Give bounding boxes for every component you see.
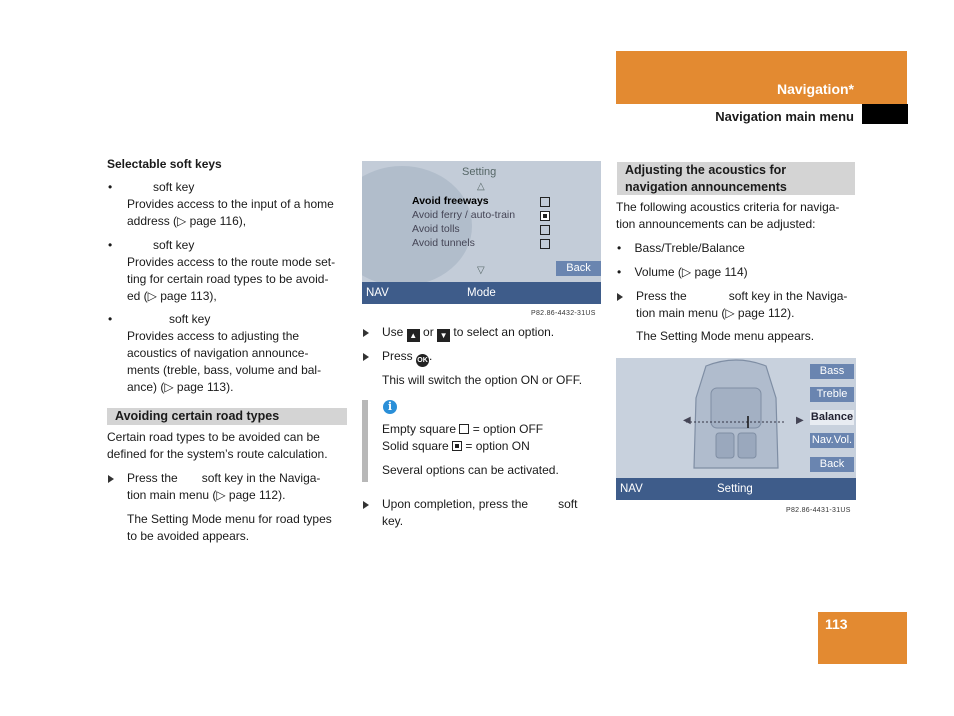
setting-mode-screen (362, 161, 601, 304)
col3-bullet-2 (617, 264, 748, 281)
acoustics-heading (617, 162, 855, 195)
avoiding-roads-heading-text: Avoiding certain road types (115, 409, 280, 423)
subsection-title: Navigation main menu (715, 109, 854, 124)
empty-square-icon (459, 424, 469, 434)
ok-key-icon: OK (416, 354, 429, 367)
info-line-3: Several options can be activated. (382, 463, 559, 477)
bottom-nav-label: NAV (620, 483, 643, 495)
step-arrow-icon (108, 475, 114, 483)
info-line-2 (382, 438, 530, 455)
col2-step-use (363, 324, 603, 342)
col1-bullet-3 (108, 311, 348, 396)
step-arrow-icon (363, 329, 369, 337)
bottom-nav-label: NAV (366, 287, 389, 299)
checkbox-empty-icon[interactable] (540, 239, 550, 249)
step-text: Use (382, 325, 404, 339)
option-label: Avoid ferry / auto-train (412, 209, 516, 221)
bottom-mode-label: Mode (467, 287, 496, 299)
info-box-bar (362, 400, 368, 482)
info-line-1 (382, 421, 543, 438)
back-button[interactable]: Back (810, 457, 854, 472)
screen-bottom-bar (616, 478, 856, 500)
bullet-dot: • (617, 241, 622, 255)
col3-bullet-1 (617, 240, 745, 257)
step-text: tion main menu (▷ page 112). (127, 488, 286, 502)
bottom-setting-label: Setting (717, 483, 753, 495)
bullet-text: address (▷ page 116), (127, 214, 247, 228)
step-text: key. (382, 514, 404, 528)
step-text: soft key in the Naviga- (201, 471, 321, 485)
step-text: soft key in the Naviga- (728, 289, 848, 303)
col3-para (616, 199, 839, 233)
step-text: Press the (127, 471, 178, 485)
step-text: tion main menu (▷ page 112). (636, 306, 795, 320)
option-row[interactable] (412, 209, 550, 221)
balance-button[interactable]: Balance (810, 411, 854, 423)
soft-key-label: soft key (153, 180, 195, 194)
bullet-text: Volume (▷ page 114) (634, 265, 748, 279)
bullet-text: ance) (▷ page 113). (127, 380, 234, 394)
scroll-down-icon: ▽ (477, 265, 485, 276)
option-label: Avoid tunnels (412, 237, 475, 249)
info-text: Empty square (382, 422, 457, 436)
step-arrow-icon (363, 353, 369, 361)
info-icon: i (383, 400, 397, 414)
step-text: Press the (636, 289, 687, 303)
result-line: to be avoided appears. (127, 529, 250, 543)
page-number: 113 (825, 616, 848, 632)
acoustics-heading-line: navigation announcements (625, 179, 787, 194)
para-line: Certain road types to be avoided can be (107, 430, 320, 444)
option-row[interactable] (412, 195, 550, 207)
balance-left-arrow-icon[interactable]: ◀ (683, 415, 691, 426)
step-text: or (423, 325, 434, 339)
para-line: tion announcements can be adjusted: (616, 217, 816, 231)
bullet-text: acoustics of navigation announce- (127, 346, 309, 360)
col1-para (107, 429, 328, 463)
back-button[interactable]: Back (556, 261, 601, 276)
bullet-text: Provides access to the route mode set- (127, 255, 336, 269)
col3-result: The Setting Mode menu appears. (636, 329, 815, 343)
acoustics-heading-line: Adjusting the acoustics for (625, 163, 787, 177)
option-label: Avoid freeways (412, 195, 489, 207)
step-text: Upon completion, press the (382, 497, 529, 511)
screen-title: Setting (462, 166, 497, 178)
screen-bottom-bar (362, 282, 601, 304)
para-line: The following acoustics criteria for naviga- (616, 200, 840, 214)
bullet-dot: • (108, 180, 113, 194)
bullet-text: Provides access to the input of a home (127, 197, 334, 211)
bullet-text: Bass/Treble/Balance (634, 241, 745, 255)
col1-bullet-1 (108, 179, 348, 230)
para-line: defined for the system’s route calculation. (107, 447, 328, 461)
header-black-tab (862, 104, 908, 124)
info-text: Solid square (382, 439, 449, 453)
bass-button[interactable]: Bass (810, 364, 854, 379)
bullet-dot: • (617, 265, 622, 279)
checkbox-empty-icon[interactable] (540, 225, 550, 235)
checkbox-empty-icon[interactable] (540, 197, 550, 207)
step-text: to select an option. (453, 325, 555, 339)
info-text: = option OFF (472, 422, 544, 436)
section-header-bar (616, 51, 907, 104)
soft-key-label: soft key (169, 312, 211, 326)
balance-right-arrow-icon[interactable]: ▶ (796, 415, 804, 426)
option-row[interactable] (412, 237, 550, 249)
option-label: Avoid tolls (412, 223, 460, 235)
scroll-up-icon: △ (477, 181, 485, 192)
bullet-text: ments (treble, bass, volume and bal- (127, 363, 322, 377)
bullet-text: ed (▷ page 113), (127, 289, 217, 303)
step-text: Press (382, 349, 413, 363)
step-text: . (429, 349, 433, 363)
acoustics-setting-screen (616, 358, 856, 500)
soft-key-label: soft key (153, 238, 195, 252)
screen2-caption: P82.86-4431-31US (786, 507, 851, 514)
col2-step-press (363, 348, 603, 367)
treble-button[interactable]: Treble (810, 387, 854, 402)
col1-step (108, 470, 348, 504)
solid-square-icon (452, 441, 462, 451)
section-title: Navigation* (776, 81, 854, 97)
result-line: The Setting Mode menu for road types (127, 512, 332, 526)
bullet-dot: • (108, 238, 113, 252)
step-arrow-icon (363, 501, 369, 509)
col2-switch-text: This will switch the option ON or OFF. (382, 373, 583, 387)
screen1-caption: P82.86-4432-31US (531, 310, 596, 317)
avoiding-roads-heading (107, 408, 347, 425)
checkbox-filled-icon[interactable] (540, 211, 550, 221)
bullet-text: ting for certain road types to be avoid- (127, 272, 329, 286)
bullet-text: Provides access to adjusting the (127, 329, 300, 343)
col1-heading: Selectable soft keys (107, 157, 222, 171)
option-row[interactable] (412, 223, 550, 235)
step-text: soft (558, 497, 578, 511)
col1-result (127, 511, 332, 545)
col2-step-final (363, 496, 603, 530)
step-arrow-icon (617, 293, 623, 301)
nav-vol-button[interactable]: Nav.Vol. (811, 434, 853, 446)
bullet-dot: • (108, 312, 113, 326)
col3-step (617, 288, 857, 322)
down-arrow-key-icon: ▼ (437, 329, 450, 342)
up-arrow-key-icon: ▲ (407, 329, 420, 342)
col1-bullet-2 (108, 237, 348, 305)
info-text: = option ON (465, 439, 530, 453)
